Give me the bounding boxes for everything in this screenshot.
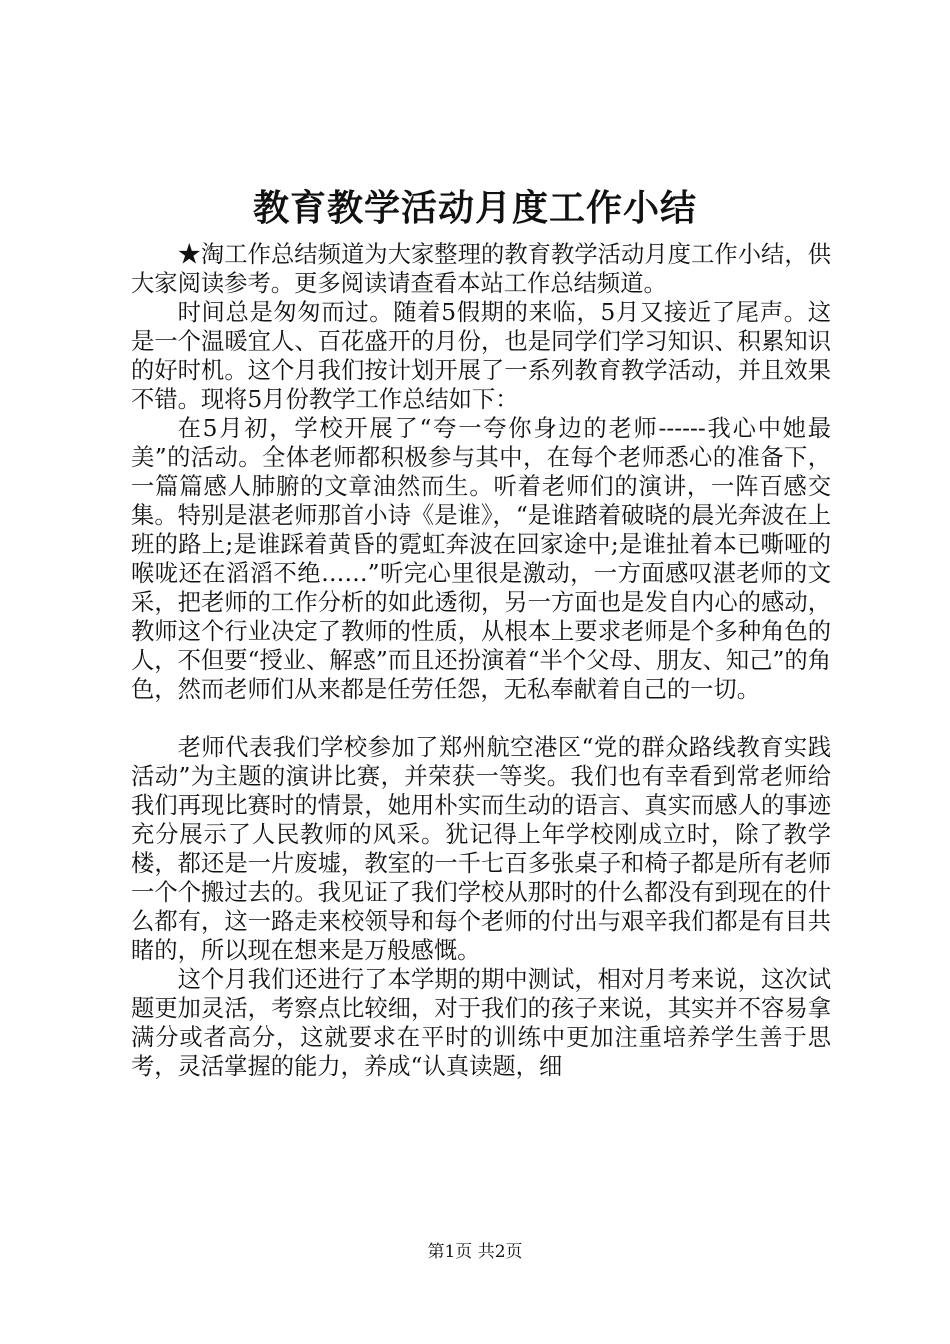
page-footer: 第1页 共2页 <box>427 1242 523 1262</box>
paragraph-midterm: 这个月我们还进行了本学期的期中测试，相对月考来说，这次试题更加灵活，考察点比较细，对于我们的孩子来说，其实并不容易拿满分或者高分，这就要求在平时的训练中更加注重培养学生善于思考，灵活掌握的能力，养成“认真读题，细 <box>131 966 831 1080</box>
document-title: 教育教学活动月度工作小结 <box>252 187 697 229</box>
paragraph-teacher-activity: 在5月初，学校开展了“夸一夸你身边的老师------我心中她最美”的活动。全体老师都积极参与其中，在每个老师悉心的准备下，一篇篇感人肺腑的文章油然而生。听着老师们的演讲，一阵百感交集。特别是湛老师那首小诗《是谁》，“是谁踏着破晓的晨光奔波在上班的路上;是谁踩着黄昏的霓虹奔波在回家途中;是谁扯着本已嘶哑的喉咙还在滔滔不绝……”听完心里很是激动，一方面感叹湛老师的文采，把老师的工作分析的如此透彻，另一方面也是发自内心的感动，教师这个行业决定了教师的性质，从根本上要求老师是个多种角色的人，不但要“授业、解惑”而且还扮演着“半个父母、朋友、知己”的角色，然而老师们从来都是任劳任怨，无私奉献着自己的一切。 <box>131 415 831 703</box>
paragraph-intro: ★淘工作总结频道为大家整理的教育教学活动月度工作小结，供大家阅读参考。更多阅读请查看本站工作总结频道。 <box>131 241 831 297</box>
paragraph-overview: 时间总是匆匆而过。随着5假期的来临，5月又接近了尾声。这是一个温暖宜人、百花盛开的月份，也是同学们学习知识、积累知识的好时机。这个月我们按计划开展了一系列教育教学活动，并且效果不错。现将5月份教学工作总结如下： <box>131 299 831 413</box>
document-body <box>131 240 831 1081</box>
paragraph-speech-contest: 老师代表我们学校参加了郑州航空港区“党的群众路线教育实践活动”为主题的演讲比赛，并荣获一等奖。我们也有幸看到常老师给我们再现比赛时的情景，她用朴实而生动的语言、真实而感人的事迹充分展示了人民教师的风采。犹记得上年学校刚成立时，除了教学楼，都还是一片废墟，教室的一千七百多张桌子和椅子都是所有老师一个个搬过去的。我见证了我们学校从那时的什么都没有到现在的什么都有，这一路走来校领导和每个老师的付出与艰辛我们都是有目共睹的，所以现在想来是万般感慨。 <box>131 734 831 964</box>
